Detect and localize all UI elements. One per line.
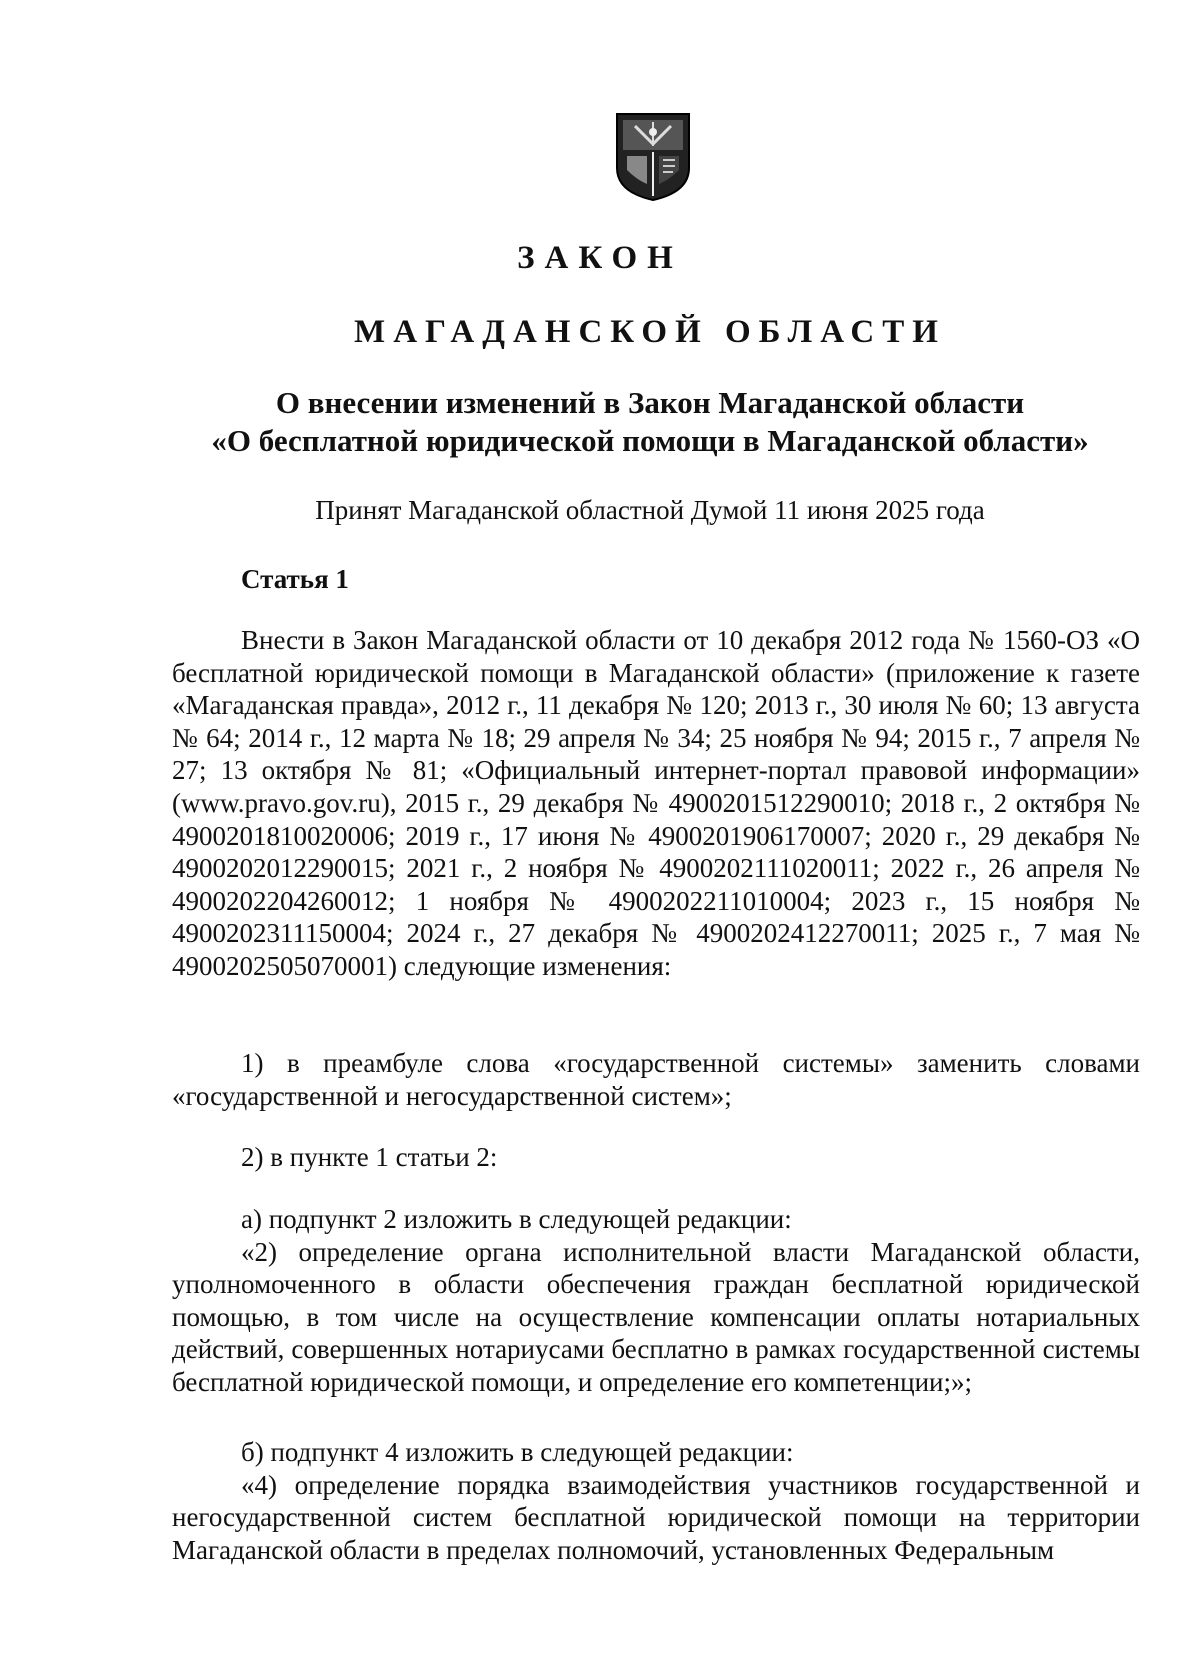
amendment-subitem-b	[172, 1436, 1140, 1566]
amendment-item-2-text: 2) в пункте 1 статьи 2:	[241, 1142, 498, 1172]
amendment-subitem-a-text: «2) определение органа исполнительной власти Магаданской области, уполномоченного в области обеспечения граждан бесплатной юридической помощью, в том числе на осуществление компенсации оплаты нотариальных действий, совершенных нотариусами бесплатно в рамках государственной системы бесплатной юридической помощи, и определение его компетенции;»;	[172, 1236, 1140, 1397]
amendment-item-2	[172, 1141, 1140, 1174]
amendment-subitem-b-heading: б) подпункт 4 изложить в следующей редакции:	[241, 1437, 794, 1467]
document-title: ЗАКОН	[517, 240, 683, 276]
article-heading: Статья 1	[241, 564, 349, 594]
article-intro-paragraph	[172, 624, 1140, 983]
amendment-item-1-text: 1) в преамбуле слова «государственной системы» заменить словами «государственной и негосударственной систем»;	[172, 1048, 1140, 1111]
amendment-subitem-b-text: «4) определение порядка взаимодействия участников государственной и негосударственной систем бесплатной юридической помощи на территории Магаданской области в пределах полномочий, установленных Федеральным	[172, 1469, 1140, 1565]
amendment-subitem-a-heading: а) подпункт 2 изложить в следующей редакции:	[241, 1204, 792, 1234]
amendment-subitem-a	[172, 1203, 1140, 1399]
amendment-item-1	[172, 1047, 1140, 1112]
region-title: МАГАДАНСКОЙ ОБЛАСТИ	[354, 314, 946, 350]
coat-of-arms-icon	[613, 110, 693, 202]
law-subject-line-2: «О бесплатной юридической помощи в Магаданской области»	[211, 423, 1089, 458]
law-subject-line-1: О внесении изменений в Закон Магаданской области	[275, 385, 1025, 420]
law-subject	[0, 384, 1200, 460]
article-intro-text: Внести в Закон Магаданской области от 10 декабря 2012 года № 1560-ОЗ «О бесплатной юридической помощи в Магаданской области» (приложение к газете «Магаданская правда», 2012 г., 11 декабря № 120; 2013 г., 30 июля № 60; 13 августа № 64; 2014 г., 12 марта № 18; 29 апреля № 34; 25 ноября № 94; 2015 г., 7 апреля № 27; 13 октября № 81; «Официальный интернет-портал правовой информации» (www.pravo.gov.ru), 2015 г., 29 декабря № 4900201512290010; 2018 г., 2 октября № 4900201810020006; 2019 г., 17 июня № 4900201906170007; 2020 г., 29 декабря № 4900202012290015; 2021 г., 2 ноября № 4900202111020011; 2022 г., 26 апреля № 4900202204260012; 1 ноября № 4900202211010004; 2023 г., 15 ноября № 4900202311150004; 2024 г., 27 декабря № 4900202412270011; 2025 г., 7 мая № 4900202505070001) следующие изменения:	[172, 625, 1140, 981]
adoption-note: Принят Магаданской областной Думой 11 июня 2025 года	[315, 495, 985, 525]
